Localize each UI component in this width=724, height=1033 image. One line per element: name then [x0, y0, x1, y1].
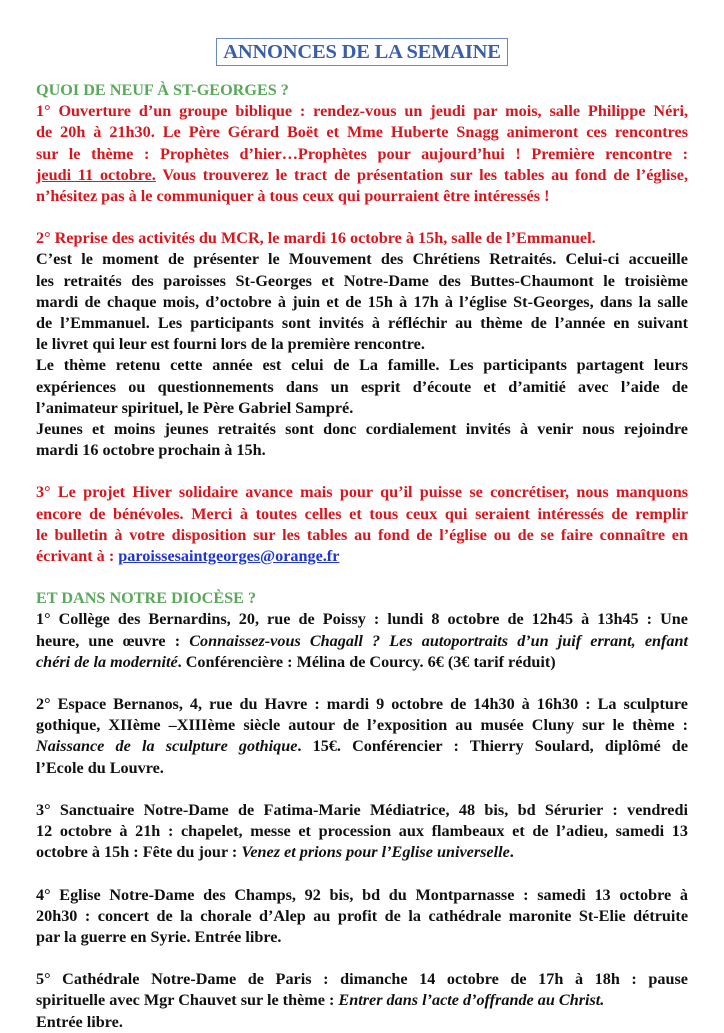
italic-title: Venez et prions pour l’Eglise universelle [241, 843, 510, 862]
spacer [36, 207, 688, 228]
text-line: n’hésitez pas à le communiquer à tous ceux qui pourraient être intéressés ! [36, 187, 550, 206]
spacer [36, 567, 688, 588]
text-line: 1° Collège des Bernardins, 20, rue de Poissy : lundi 8 octobre de 12h45 à 13h45 : Une [36, 610, 688, 629]
spacer [36, 948, 688, 969]
text-line: mardi de chaque mois, d’octobre à juin et de 15h à 17h à l’église St-Georges, dans la salle [36, 292, 688, 311]
text-fragment: octobre à 15h : Fête du jour : [36, 843, 242, 862]
text-line: 1° Ouverture d’un groupe biblique : rendez-vous un jeudi par mois, salle Philippe Néri, [36, 102, 688, 121]
text-line: de 20h à 21h30. Le Père Gérard Boët et Mme Huberte Snagg animeront ces rencontres [36, 123, 688, 142]
text-line: mardi 16 octobre prochain à 15h. [36, 441, 266, 460]
text-line: 12 octobre à 21h : chapelet, messe et procession aux flambeaux et de l’adieu, samedi 13 [36, 822, 688, 841]
diocese-item-1 [36, 609, 688, 673]
text-line: le livret qui leur est fourni lors de la première rencontre. [36, 335, 425, 354]
text-line: les retraités des paroisses St-Georges et Notre-Dame des Buttes-Chaumont le troisième [36, 271, 688, 290]
text-line: de l’Emmanuel. Les participants sont invités à réfléchir au thème de l’année en suivant [36, 314, 688, 333]
italic-title: Connaissez-vous Chagall ? Les autoportraits d’un juif errant, enfant [189, 631, 688, 650]
text-line: 3° Sanctuaire Notre-Dame de Fatima-Marie Médiatrice, 48 bis, bd Sérurier : vendredi [36, 800, 688, 819]
text-fragment: spirituelle avec Mgr Chauvet sur le thème : [36, 991, 339, 1010]
parish-item-3 [36, 482, 688, 567]
title-container [36, 38, 688, 68]
text-line [36, 631, 688, 652]
text-line: 5° Cathédrale Notre-Dame de Paris : dimanche 14 octobre de 17h à 18h : pause [36, 970, 688, 989]
italic-title: Naissance de la sculpture gothique [36, 737, 298, 756]
italic-title: chéri de la modernité [36, 652, 178, 671]
diocese-item-4 [36, 885, 688, 949]
parish-item-1 [36, 101, 688, 207]
text-line: 4° Eglise Notre-Dame des Champs, 92 bis, bd du Montparnasse : samedi 13 octobre à [36, 885, 688, 904]
text-fragment: Vous trouverez le tract de présentation sur les tables au fond de l’église, [155, 165, 688, 184]
text-line: Entrée libre. [36, 1012, 123, 1031]
text-line: l’animateur spirituel, le Père Gabriel Sampré. [36, 398, 354, 417]
section-heading-diocese: ET DANS NOTRE DIOCÈSE ? [36, 589, 257, 608]
section-heading-parish: QUOI DE NEUF À ST-GEORGES ? [36, 81, 289, 99]
text-line: Jeunes et moins jeunes retraités sont donc cordialement invités à venir nous rejoindre [36, 420, 688, 439]
announcement-page [36, 38, 688, 1033]
text-fragment: . [509, 843, 514, 862]
spacer [36, 461, 688, 482]
page-title: ANNONCES DE LA SEMAINE [216, 38, 508, 66]
text-line: C’est le moment de présenter le Mouvement des Chrétiens Retraités. Celui-ci accueille [36, 250, 688, 269]
text-line [36, 842, 688, 863]
first-meeting-date: jeudi 11 octobre. [36, 165, 156, 184]
text-line: le bulletin à votre disposition sur les tables au fond de l’église ou de se faire connaître en [36, 525, 688, 544]
parish-item-2 [36, 228, 688, 461]
italic-title: Entrer dans l’acte d’offrande au Christ. [338, 991, 605, 1010]
text-line: 20h30 : concert de la chorale d’Alep au profit de la cathédrale maronite St-Elie détruite [36, 906, 688, 925]
text-line: 2° Espace Bernanos, 4, rue du Havre : mardi 9 octobre de 14h30 à 16h30 : La sculpture [36, 695, 688, 714]
spacer [36, 864, 688, 885]
diocese-item-3 [36, 800, 688, 864]
text-line: expériences ou questionnements dans un esprit d’écoute et d’amitié avec l’aide de [36, 377, 688, 396]
text-line: par la guerre en Syrie. Entrée libre. [36, 927, 282, 946]
text-line [36, 165, 688, 186]
text-fragment: heure, une œuvre : [36, 631, 190, 650]
spacer [36, 779, 688, 800]
text-fragment: . 15€. Conférencier : Thierry Soulard, diplômé de [297, 737, 688, 756]
text-fragment: écrivant à : [36, 547, 119, 566]
item-heading: 2° Reprise des activités du MCR, le mardi 16 octobre à 15h, salle de l’Emmanuel. [36, 229, 596, 248]
spacer [36, 673, 688, 694]
text-line: sur le thème : Prophètes d’hier…Prophètes pour aujourd’hui ! Première rencontre : [36, 144, 688, 163]
text-line [36, 652, 688, 673]
text-line [36, 546, 688, 567]
text-line: l’Ecole du Louvre. [36, 758, 164, 777]
text-line: gothique, XIIème –XIIIème siècle autour de l’exposition au musée Cluny sur le thème : [36, 716, 688, 735]
diocese-item-2 [36, 694, 688, 779]
text-line: encore de bénévoles. Merci à toutes celles et tous ceux qui seraient intéressés de remplir [36, 504, 688, 523]
text-line: Le thème retenu cette année est celui de La famille. Les participants partagent leurs [36, 356, 688, 375]
text-fragment: . Conférencière : Mélina de Courcy. 6€ (3€ tarif réduit) [177, 652, 556, 671]
text-line [36, 736, 688, 757]
email-link[interactable]: paroissesaintgeorges@orange.fr [118, 547, 340, 566]
text-line [36, 990, 688, 1011]
diocese-item-5 [36, 969, 688, 1033]
text-line: 3° Le projet Hiver solidaire avance mais pour qu’il puisse se concrétiser, nous manquons [36, 483, 688, 502]
